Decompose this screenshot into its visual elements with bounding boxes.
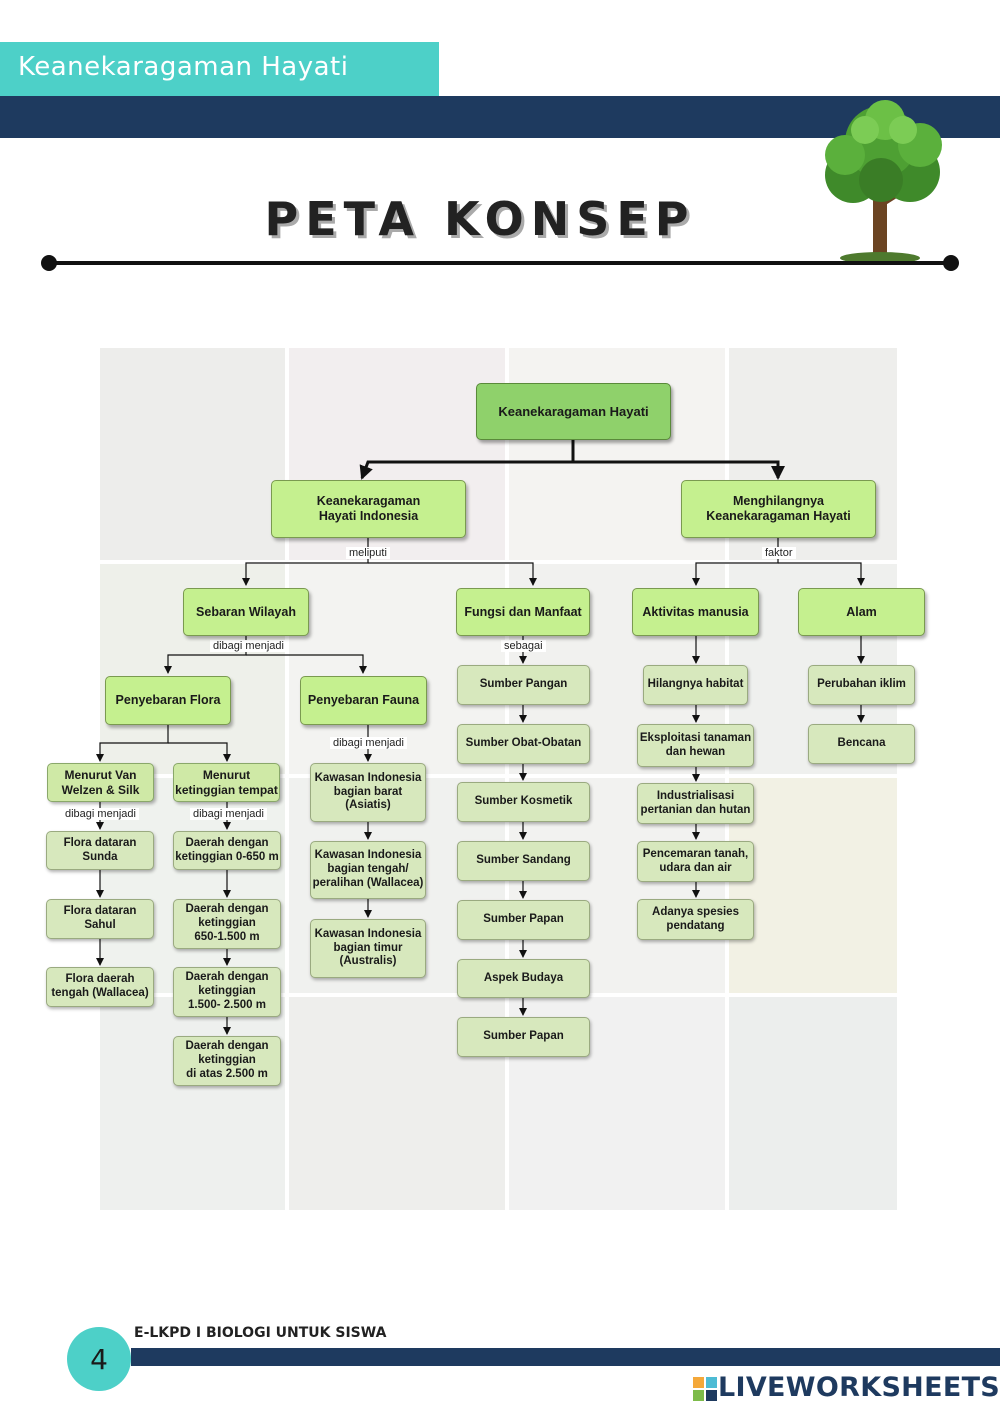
node-bencana: Bencana xyxy=(808,724,915,764)
node-sumber-papan: Sumber Papan xyxy=(457,900,590,940)
node-pencemaran: Pencemaran tanah, udara dan air xyxy=(637,841,754,882)
page-number: 4 xyxy=(90,1342,108,1376)
edge-label-dibagi-menjadi: dibagi menjadi xyxy=(210,640,287,652)
node-eksploitasi-tanaman: Eksploitasi tanaman dan hewan xyxy=(637,724,754,767)
node-flora-dataran-sunda: Flora dataran Sunda xyxy=(46,831,154,870)
node-sumber-kosmetik: Sumber Kosmetik xyxy=(457,782,590,822)
node-ketinggian-650-1500: Daerah dengan ketinggian 650-1.500 m xyxy=(173,899,281,949)
edge-label-dibagi-menjadi: dibagi menjadi xyxy=(62,808,139,820)
footer-bar xyxy=(131,1348,1000,1366)
node-penyebaran-flora: Penyebaran Flora xyxy=(105,676,231,725)
edge-label-faktor: faktor xyxy=(762,547,796,559)
node-sebaran-wilayah: Sebaran Wilayah xyxy=(183,588,309,636)
node-ketinggian-1500-2500: Daerah dengan ketinggian 1.500- 2.500 m xyxy=(173,967,281,1017)
node-hilangnya-habitat: Hilangnya habitat xyxy=(643,665,748,705)
page-number-badge xyxy=(67,1327,131,1391)
node-root-keanekaragaman-hayati: Keanekaragaman Hayati xyxy=(476,383,671,440)
node-industrialisasi: Industrialisasi pertanian dan hutan xyxy=(637,783,754,824)
node-sumber-papan: Sumber Papan xyxy=(457,1017,590,1057)
edge-label-dibagi-menjadi: dibagi menjadi xyxy=(190,808,267,820)
node-alam: Alam xyxy=(798,588,925,636)
node-flora-daerah-wallacea: Flora daerah tengah (Wallacea) xyxy=(46,967,154,1007)
node-menghilangnya-keanekaragaman: Menghilangnya Keanekaragaman Hayati xyxy=(681,480,876,538)
node-sumber-sandang: Sumber Sandang xyxy=(457,841,590,881)
liveworksheets-logo-icon xyxy=(693,1377,717,1401)
node-penyebaran-fauna: Penyebaran Fauna xyxy=(300,676,427,725)
node-sumber-obat-obatan: Sumber Obat-Obatan xyxy=(457,724,590,764)
footer-label: E-LKPD I BIOLOGI UNTUK SISWA xyxy=(134,1325,387,1341)
node-perubahan-iklim: Perubahan iklim xyxy=(808,665,915,705)
node-flora-dataran-sahul: Flora dataran Sahul xyxy=(46,899,154,939)
page-title: PETA KONSEP xyxy=(264,192,696,246)
node-ketinggian-0-650: Daerah dengan ketinggian 0-650 m xyxy=(173,831,281,870)
node-menurut-ketinggian-tempat: Menurut ketinggian tempat xyxy=(173,763,280,802)
node-keanekaragaman-hayati-indonesia: Keanekaragaman Hayati Indonesia xyxy=(271,480,466,538)
node-fungsi-dan-manfaat: Fungsi dan Manfaat xyxy=(456,588,590,636)
liveworksheets-brand: LIVEWORKSHEETS xyxy=(718,1372,1000,1403)
node-kawasan-tengah: Kawasan Indonesia bagian tengah/ peralihan (Wallacea) xyxy=(310,841,426,899)
header-title: Keanekaragaman Hayati xyxy=(18,52,349,82)
node-kawasan-timur: Kawasan Indonesia bagian timur (Australis) xyxy=(310,919,426,978)
node-aktivitas-manusia: Aktivitas manusia xyxy=(632,588,759,636)
node-menurut-van-welzen: Menurut Van Welzen & Silk xyxy=(47,763,154,802)
node-aspek-budaya: Aspek Budaya xyxy=(457,959,590,998)
edge-label-sebagai: sebagai xyxy=(501,640,546,652)
edge-label-dibagi-menjadi: dibagi menjadi xyxy=(330,737,407,749)
edge-label-meliputi: meliputi xyxy=(346,547,390,559)
node-sumber-pangan: Sumber Pangan xyxy=(457,665,590,705)
node-kawasan-barat: Kawasan Indonesia bagian barat (Asiatis) xyxy=(310,763,426,822)
node-ketinggian-di-atas-2500: Daerah dengan ketinggian di atas 2.500 m xyxy=(173,1036,281,1086)
node-spesies-pendatang: Adanya spesies pendatang xyxy=(637,899,754,940)
